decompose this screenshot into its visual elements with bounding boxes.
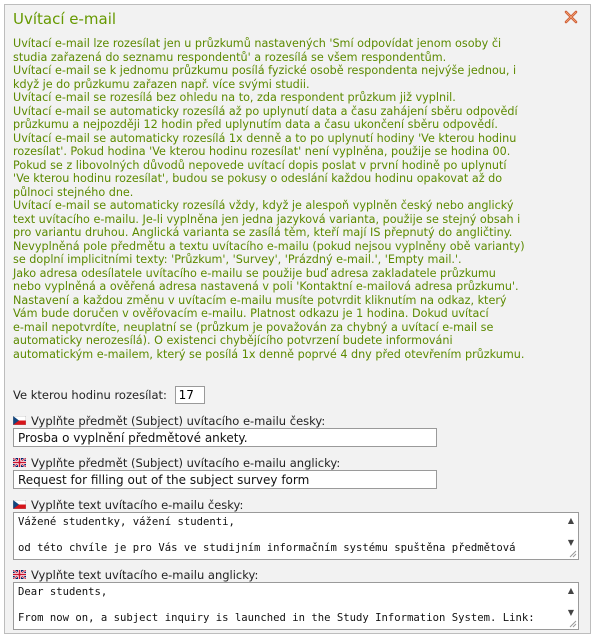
info-text [13, 37, 581, 361]
info-line: automaticky nerozesílá). O existenci chybějícího potvrzení budete informováni [13, 334, 453, 347]
subject-cz-input[interactable] [13, 428, 437, 447]
hour-row [13, 386, 205, 404]
hour-label: Ve kterou hodinu rozesílat: [13, 388, 167, 402]
info-line: Nevyplněná pole předmětu a textu uvítacího e-mailu (pokud nejsou vyplněny obě varianty) [13, 239, 525, 253]
info-line: Jako adresa odesílatele uvítacího e-mailu se použije buď adresa zakladatele průzkumu [13, 266, 496, 280]
text-cz-label-row [13, 498, 243, 512]
text-en-content[interactable]: Dear students, From now on, a subject inquiry is launched in the Study Information System. Link: [18, 586, 535, 624]
info-line: Uvítací e-mail se rozesílá bez ohledu na to, zda respondent průzkum již vyplnil. [13, 91, 456, 104]
text-cz-textarea[interactable] [13, 512, 579, 560]
info-line: když je do průzkumu zařazen např. více svými studii. [13, 77, 310, 91]
info-line: půlnoci stejného dne. [13, 185, 134, 199]
info-line: Pokud se z libovolných důvodů nepovede uvítací dopis poslat v první hodině po uplynutí [13, 158, 507, 172]
subject-cz-label: Vyplňte předmět (Subject) uvítacího e-mailu česky: [31, 414, 326, 428]
info-line: Uvítací e-mail lze rozesílat jen u průzkumů nastavených 'Smí odpovídat jenom osoby či [13, 37, 502, 50]
info-line: Uvítací e-mail se k jednomu průzkumu posílá fyzické osobě respondenta nejvýše jednou, i [13, 64, 517, 77]
resize-grip-icon[interactable] [569, 550, 577, 558]
subject-cz-label-row [13, 414, 325, 428]
info-line: Uvítací e-mail se automaticky rozesílá 1x denně a to po uplynutí hodiny 'Ve kterou hodinu [13, 131, 517, 145]
info-line: studia zařazená do seznamu respondentů' a rozesílá se všem respondentům. [13, 50, 447, 64]
text-cz-label: Vyplňte text uvítacího e-mailu česky: [31, 498, 244, 512]
scroll-down-icon[interactable]: ▼ [567, 608, 575, 617]
panel-header [5, 5, 590, 31]
info-line: Nastavení a každou změnu v uvítacím e-mailu musíte potvrdit kliknutím na odkaz, který [13, 293, 507, 307]
info-line: Vám bude doručen v ověřovacím e-mailu. Platnost odkazu je 1 hodina. Dokud uvítací [13, 307, 489, 320]
info-line: rozesílat'. Pokud hodina 'Ve kterou hodinu rozesílat' není vyplněna, použije se hodina 00. [13, 145, 511, 158]
panel-title: Uvítací e-mail [13, 10, 117, 28]
scroll-down-icon[interactable]: ▼ [567, 538, 575, 547]
info-line: text uvítacího e-mailu. Je-li vyplněna jen jedna jazyková varianta, použije se stejný obsah i [13, 212, 521, 226]
czech-flag-icon [13, 500, 26, 509]
welcome-email-panel [4, 4, 591, 634]
text-en-textarea[interactable] [13, 582, 579, 630]
close-icon[interactable] [564, 10, 578, 24]
info-line: průzkumu a nejpozději 12 hodin před uplynutím data a času ukončení sběru odpovědí. [13, 118, 498, 131]
info-line: nebo vyplněná a ověřená adresa nastavená v poli 'Kontaktní e-mailová adresa průzkumu'. [13, 280, 519, 293]
info-line: 'Ve kterou hodinu rozesílat', budou se pokusy o odeslání každou hodinu opakovat až do [13, 172, 503, 185]
hour-input[interactable] [175, 386, 205, 404]
czech-flag-icon [13, 416, 26, 425]
text-en-label-row [13, 568, 258, 582]
text-en-label: Vyplňte text uvítacího e-mailu anglicky: [31, 568, 259, 582]
info-line: e-mail nepotvrdíte, neuplatní se (průzkum je považován za chybný a uvítací e-mail se [13, 320, 494, 334]
scroll-up-icon[interactable]: ▲ [567, 516, 575, 525]
resize-grip-icon[interactable] [569, 620, 577, 628]
uk-flag-icon [13, 458, 26, 467]
subject-en-label-row [13, 456, 340, 470]
subject-en-input[interactable] [13, 470, 437, 489]
uk-flag-icon [13, 570, 26, 579]
info-line: Uvítací e-mail se automaticky rozesílá až po uplynutí data a času zahájení sběru odpovědí [13, 104, 518, 118]
info-line: Uvítací e-mail se automaticky rozesílá vždy, když je alespoň vyplněn český nebo anglický [13, 199, 514, 212]
info-line: pro variantu druhou. Anglická varianta se zasílá těm, kteří mají IS přepnutý do angličtiny. [13, 226, 513, 239]
info-line: automatickým e-mailem, který se posílá 1x denně poprvé 4 dny před otevřením průzkumu. [13, 347, 525, 361]
subject-en-label: Vyplňte předmět (Subject) uvítacího e-mailu anglicky: [31, 456, 341, 470]
info-line: se doplní implicitními texty: 'Průzkum', 'Survey', 'Prázdný e-mail.', 'Empty mail.'. [13, 253, 462, 266]
text-cz-content[interactable]: Vážené studentky, vážení studenti, od této chvíle je pro Vás ve studijním informačním systému spuštěna předmětová [18, 516, 516, 554]
scroll-up-icon[interactable]: ▲ [567, 586, 575, 595]
